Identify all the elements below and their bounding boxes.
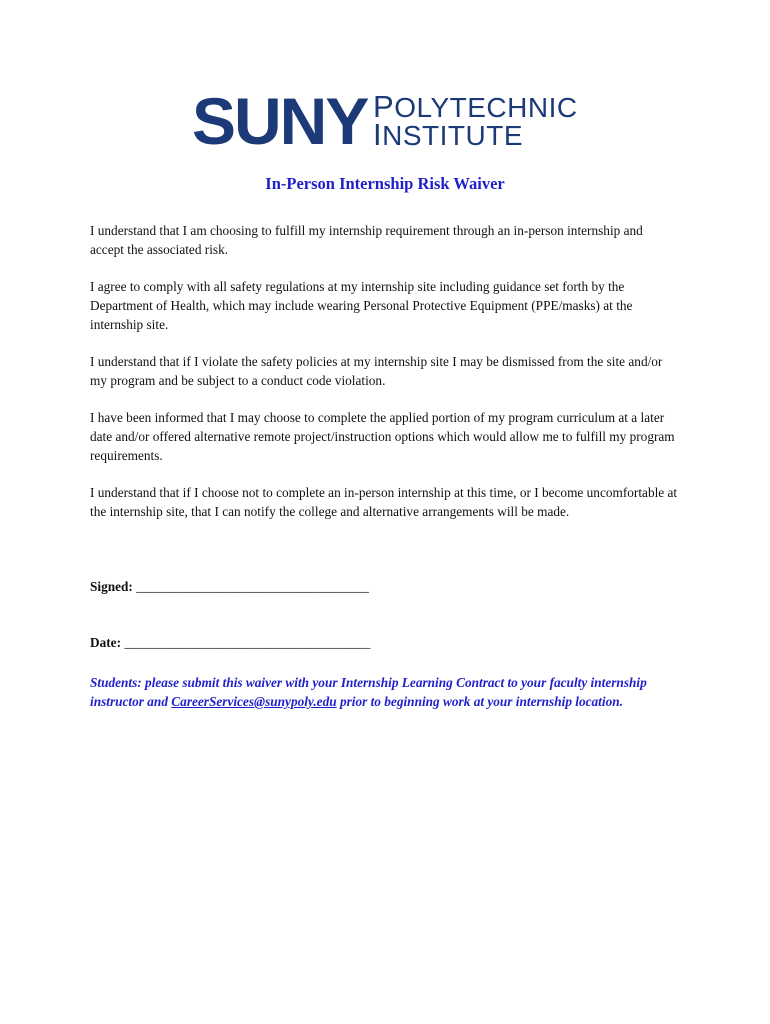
signature-blank[interactable]: ___________________________________: [136, 579, 369, 594]
signed-label: Signed:: [90, 579, 133, 594]
waiver-paragraph: I understand that I am choosing to fulfill my internship requirement through an in-person internship and accept the associated risk.: [90, 223, 643, 257]
waiver-paragraph: I understand that if I violate the safety policies at my internship site I may be dismissed from the site and/or my program and be subject to a conduct code violation.: [90, 354, 663, 388]
submission-note: [90, 673, 690, 711]
waiver-paragraph: I understand that if I choose not to complete an in-person internship at this time, or I become uncomfortable at the internship site, that I can notify the college and alternative arrangements will be made.: [90, 485, 678, 519]
date-line[interactable]: [90, 635, 370, 651]
document-title: In-Person Internship Risk Waiver: [265, 174, 505, 193]
date-label: Date:: [90, 635, 122, 650]
logo-wordmark: SUNY: [192, 84, 368, 158]
suny-poly-logo: [192, 84, 592, 158]
career-services-email-link[interactable]: CareerServices@sunypoly.edu: [171, 694, 337, 709]
signature-line[interactable]: [90, 579, 369, 595]
date-blank[interactable]: _____________________________________: [124, 635, 371, 650]
logo-line-polytechnic: POLYTECHNIC: [373, 89, 578, 124]
logo-line-institute: INSTITUTE: [373, 117, 524, 152]
note-text-end: prior to beginning work at your internship location.: [336, 694, 623, 709]
waiver-paragraph: I have been informed that I may choose to complete the applied portion of my program curriculum at a later date and/or offered alternative remote project/instruction options which would allow me to fulfill my program requirements.: [90, 410, 675, 463]
waiver-body: [90, 221, 680, 539]
note-text-start: Students: please submit this waiver with your Internship Learning Contract to your faculty internship instructor and: [90, 675, 647, 709]
waiver-paragraph: I agree to comply with all safety regulations at my internship site including guidance set forth by the Department of Health, which may include wearing Personal Protective Equipment (PPE/masks) at the internship site.: [90, 279, 633, 332]
